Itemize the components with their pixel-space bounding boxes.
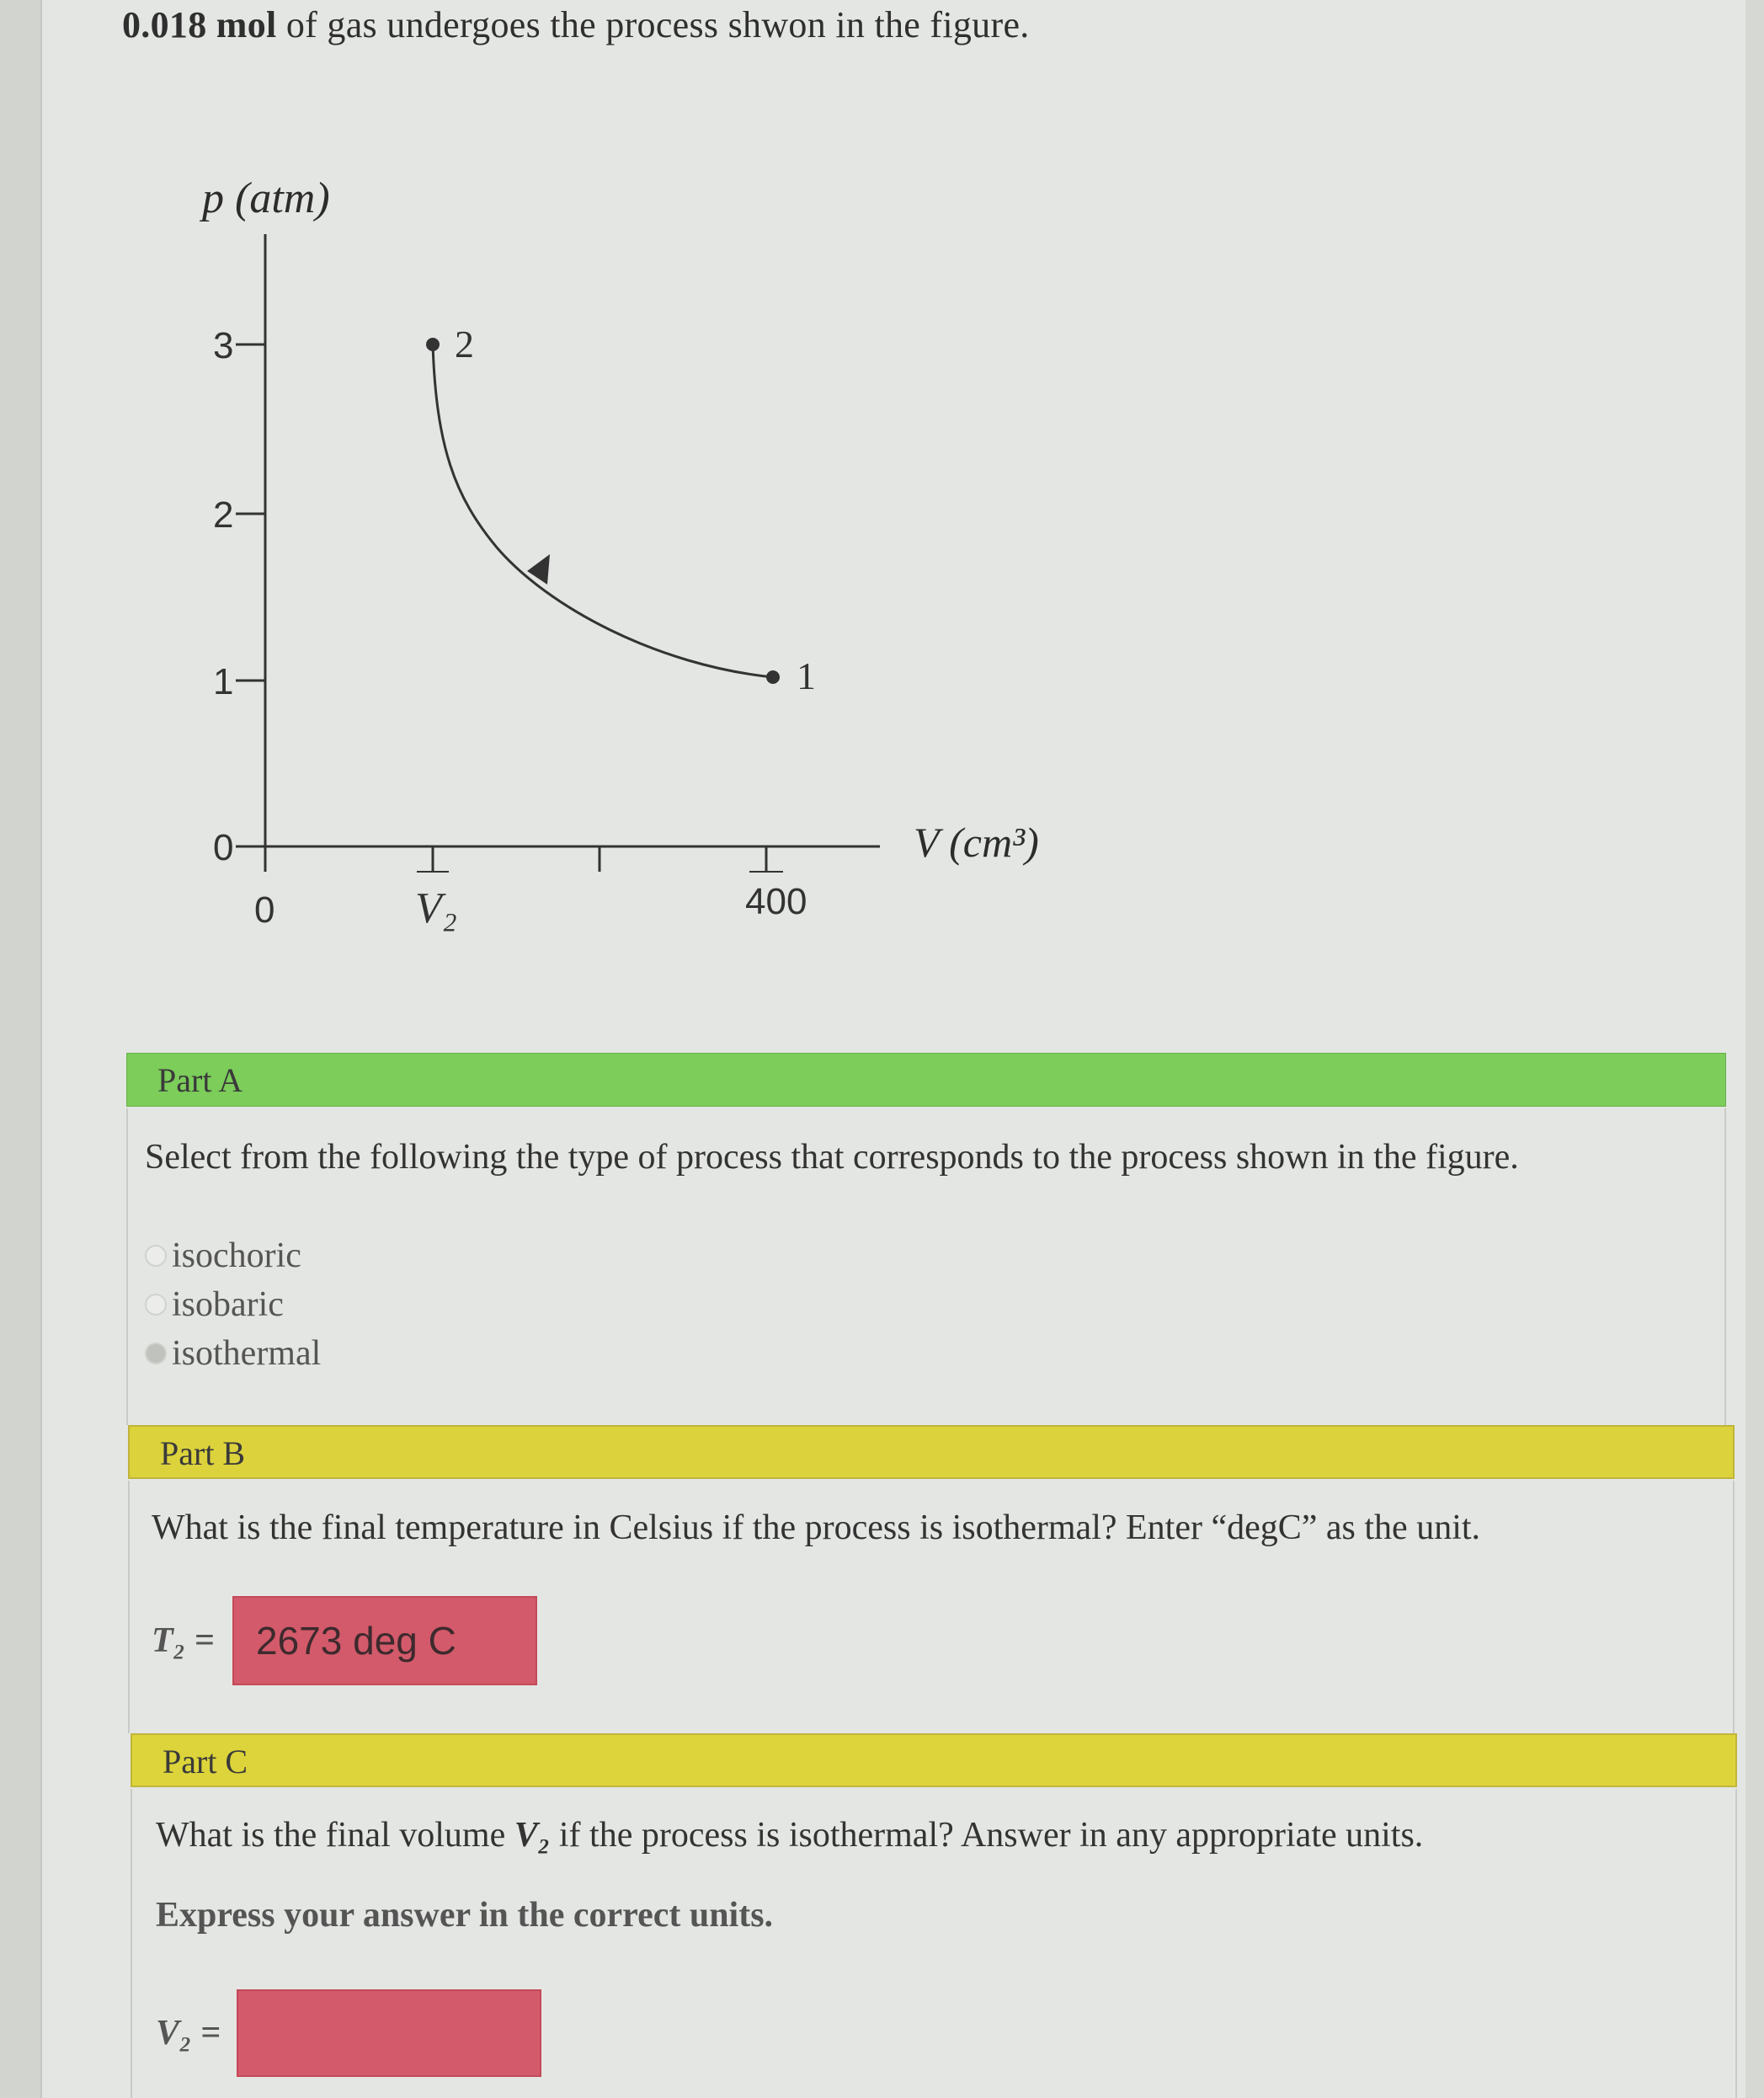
part-c-question-prefix: What is the final volume bbox=[156, 1816, 514, 1855]
part-c-header[interactable]: Part C bbox=[131, 1733, 1737, 1787]
part-c-answer-label: V₂ = bbox=[156, 2014, 221, 2053]
part-c-answer-row bbox=[156, 1989, 541, 2077]
radio-isobaric[interactable] bbox=[145, 1294, 167, 1316]
part-c-question-var: V₂ bbox=[514, 1816, 551, 1855]
x-axis-label: V (cm³) bbox=[914, 819, 1039, 866]
part-c-answer-field[interactable] bbox=[237, 1989, 541, 2077]
x-tick-label-0: 0 bbox=[254, 889, 275, 931]
part-b-answer-row bbox=[152, 1596, 537, 1685]
option-isothermal-label: isothermal bbox=[172, 1334, 322, 1373]
state-point-1 bbox=[766, 670, 780, 684]
problem-amount: 0.018 mol bbox=[122, 4, 277, 45]
part-b-answer-label: T₂ = bbox=[152, 1621, 215, 1660]
y-tick-label-1: 1 bbox=[213, 661, 234, 702]
y-tick-label-0: 0 bbox=[213, 827, 234, 868]
x-tick-label-v2: V₂ bbox=[415, 884, 457, 932]
left-margin-strip bbox=[0, 0, 42, 2098]
part-c-question bbox=[156, 1815, 1423, 1855]
part-b-question: What is the final temperature in Celsius if the process is isothermal? Enter “degC” as the unit. bbox=[152, 1508, 1481, 1547]
x-tick-label-400: 400 bbox=[745, 881, 807, 922]
radio-isothermal[interactable] bbox=[145, 1343, 167, 1364]
y-tick-label-2: 2 bbox=[213, 494, 234, 536]
pv-diagram bbox=[168, 168, 1145, 977]
isotherm-curve bbox=[433, 344, 773, 677]
problem-text: of gas undergoes the process shwon in the figure. bbox=[276, 4, 1030, 45]
y-axis-label: p (atm) bbox=[202, 174, 330, 222]
state-label-1: 1 bbox=[797, 654, 816, 697]
part-a-options bbox=[145, 1231, 321, 1378]
state-point-2 bbox=[426, 338, 440, 351]
option-isobaric-label: isobaric bbox=[172, 1285, 284, 1324]
problem-statement bbox=[122, 3, 1030, 46]
part-b-header[interactable]: Part B bbox=[128, 1425, 1735, 1479]
option-isobaric[interactable] bbox=[145, 1280, 321, 1329]
y-tick-label-3: 3 bbox=[213, 325, 234, 366]
option-isochoric-label: isochoric bbox=[172, 1236, 301, 1275]
part-c-instruction: Express your answer in the correct units. bbox=[156, 1896, 774, 1935]
part-c-question-suffix: if the process is isothermal? Answer in any appropriate units. bbox=[550, 1816, 1424, 1855]
right-margin-strip bbox=[1745, 0, 1764, 2098]
option-isothermal[interactable] bbox=[145, 1329, 321, 1378]
part-b-answer-field[interactable]: 2673 deg C bbox=[232, 1596, 537, 1685]
state-label-2: 2 bbox=[455, 323, 474, 366]
radio-isochoric[interactable] bbox=[145, 1245, 167, 1267]
part-a-header[interactable]: Part A bbox=[126, 1053, 1726, 1107]
option-isochoric[interactable] bbox=[145, 1231, 321, 1280]
part-a-question: Select from the following the type of process that corresponds to the process shown in the figure. bbox=[145, 1138, 1519, 1177]
